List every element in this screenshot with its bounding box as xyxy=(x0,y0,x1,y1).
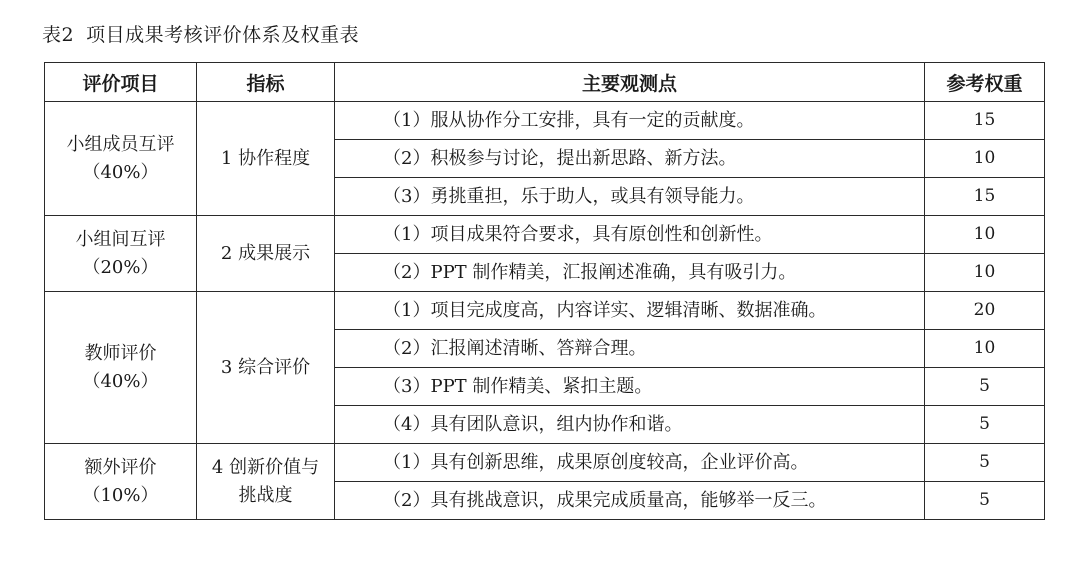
weight-cell: 10 xyxy=(925,140,1045,178)
weight-cell: 15 xyxy=(925,178,1045,216)
eval-item-cell xyxy=(45,444,197,520)
observation-cell: （2）积极参与讨论，提出新思路、新方法。 xyxy=(335,140,925,178)
eval-item-name: 小组间互评 xyxy=(75,228,166,250)
weight-cell: 15 xyxy=(925,102,1045,140)
weight-cell: 5 xyxy=(925,482,1045,520)
observation-cell: （1）项目完成度高，内容详实、逻辑清晰、数据准确。 xyxy=(335,292,925,330)
table-caption xyxy=(42,20,359,47)
eval-item-name: 教师评价 xyxy=(84,342,157,364)
observation-cell: （1）服从协作分工安排，具有一定的贡献度。 xyxy=(335,102,925,140)
observation-cell: （2）具有挑战意识，成果完成质量高，能够举一反三。 xyxy=(335,482,925,520)
header-indicator: 指标 xyxy=(197,63,335,102)
indicator-cell: 3 综合评价 xyxy=(197,292,335,444)
observation-cell: （4）具有团队意识，组内协作和谐。 xyxy=(335,406,925,444)
weight-cell: 10 xyxy=(925,254,1045,292)
table-row xyxy=(45,292,1045,330)
header-item: 评价项目 xyxy=(45,63,197,102)
table-row xyxy=(45,216,1045,254)
observation-cell: （1）项目成果符合要求，具有原创性和创新性。 xyxy=(335,216,925,254)
observation-cell: （2）PPT 制作精美，汇报阐述准确，具有吸引力。 xyxy=(335,254,925,292)
weight-cell: 20 xyxy=(925,292,1045,330)
weight-cell: 5 xyxy=(925,368,1045,406)
weight-cell: 10 xyxy=(925,216,1045,254)
weight-cell: 5 xyxy=(925,406,1045,444)
indicator-line-1: 4 创新价值与 xyxy=(211,456,320,478)
eval-item-name: 小组成员互评 xyxy=(66,133,175,155)
table-row xyxy=(45,102,1045,140)
observation-cell: （2）汇报阐述清晰、答辩合理。 xyxy=(335,330,925,368)
observation-cell: （1）具有创新思维，成果原创度较高，企业评价高。 xyxy=(335,444,925,482)
weight-cell: 5 xyxy=(925,444,1045,482)
table-header-row xyxy=(45,63,1045,102)
eval-item-cell xyxy=(45,292,197,444)
eval-item-name: 额外评价 xyxy=(84,456,157,478)
table-row xyxy=(45,444,1045,482)
indicator-line-2: 挑战度 xyxy=(238,484,293,506)
eval-item-percent: （10%） xyxy=(82,484,159,506)
table-title: 项目成果考核评价体系及权重表 xyxy=(86,24,360,46)
evaluation-table xyxy=(44,62,1045,520)
header-weight: 参考权重 xyxy=(925,63,1045,102)
eval-item-percent: （40%） xyxy=(82,370,159,392)
eval-item-cell xyxy=(45,102,197,216)
eval-item-cell xyxy=(45,216,197,292)
observation-cell: （3）PPT 制作精美、紧扣主题。 xyxy=(335,368,925,406)
header-observation: 主要观测点 xyxy=(335,63,925,102)
eval-item-percent: （20%） xyxy=(82,256,159,278)
observation-cell: （3）勇挑重担，乐于助人，或具有领导能力。 xyxy=(335,178,925,216)
table-number: 表2 xyxy=(42,24,75,46)
eval-item-percent: （40%） xyxy=(82,161,159,183)
indicator-cell xyxy=(197,444,335,520)
indicator-cell: 2 成果展示 xyxy=(197,216,335,292)
weight-cell: 10 xyxy=(925,330,1045,368)
indicator-cell: 1 协作程度 xyxy=(197,102,335,216)
